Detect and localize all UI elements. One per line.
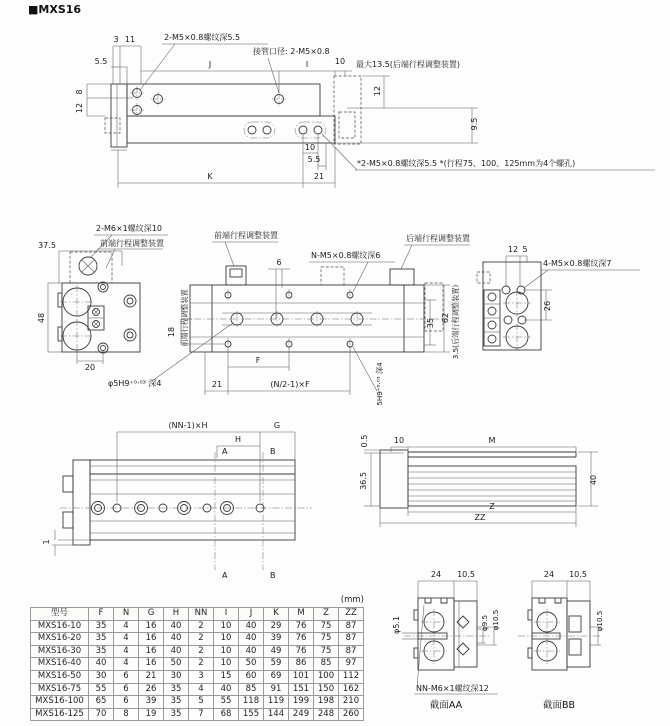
value-cell: 4 <box>114 633 139 646</box>
dim-5-5-bottom: 5.5 <box>307 155 321 164</box>
value-cell: 2 <box>189 620 214 633</box>
value-cell: 50 <box>164 658 189 671</box>
value-cell: 59 <box>264 658 289 671</box>
port-note: 接管口径: 2-M5×0.8 <box>253 47 330 56</box>
value-cell: 10 <box>214 645 239 658</box>
value-cell: 6 <box>114 683 139 696</box>
dim-9-5: 9.5 <box>470 117 479 131</box>
locating-hole-note-rotated: 5H9⁺⁰·⁰³ 深4 <box>375 362 384 406</box>
value-cell: 85 <box>239 683 264 696</box>
dim-36-5: 36.5 <box>359 472 368 490</box>
model-cell: MXS16-30 <box>31 645 89 658</box>
front-adjuster-rotated-label: 前端行程调整装置 <box>180 289 189 347</box>
pitch-formula-plan: (N/2-1)×F <box>270 380 310 389</box>
section-a-bottom: A <box>222 571 228 580</box>
value-cell: 260 <box>339 708 364 721</box>
dim-0-5: 0.5 <box>360 434 369 448</box>
value-cell: 8 <box>114 708 139 721</box>
front-adjuster-label-plan: 前端行程调整装置 <box>214 231 278 240</box>
value-cell: 87 <box>339 620 364 633</box>
dim-12-right: 12 <box>373 85 382 97</box>
dim-3: 3 <box>113 35 119 44</box>
dim-48: 48 <box>37 312 46 324</box>
value-cell: 2 <box>189 633 214 646</box>
dim-5-endview: 5 <box>522 245 528 254</box>
value-cell: 4 <box>114 645 139 658</box>
section-bb-caption: 截面BB <box>542 700 576 711</box>
side-view-drawing <box>42 421 312 580</box>
value-cell: 69 <box>264 670 289 683</box>
value-cell: 10 <box>214 620 239 633</box>
value-cell: 70 <box>89 708 114 721</box>
value-cell: 16 <box>139 620 164 633</box>
thread-note-m6: 2-M6×1螺纹深10 <box>96 224 162 233</box>
dim-5-5-top: 5.5 <box>94 57 108 66</box>
value-cell: 60 <box>239 670 264 683</box>
value-cell: 6 <box>114 670 139 683</box>
value-cell: 97 <box>339 658 364 671</box>
dim-J: J <box>208 60 212 69</box>
value-cell: 40 <box>239 620 264 633</box>
dim-8-left: 8 <box>75 89 84 95</box>
dia-10-5-bb: φ10.5 <box>595 610 604 632</box>
column-header: NN <box>189 608 214 621</box>
dim-Z: Z <box>489 502 495 511</box>
value-cell: 40 <box>164 620 189 633</box>
value-cell: 151 <box>289 683 314 696</box>
dimension-table <box>30 607 364 721</box>
value-cell: 55 <box>214 696 239 709</box>
value-cell: 65 <box>89 696 114 709</box>
dim-20: 20 <box>84 363 96 372</box>
section-b-top: B <box>270 447 276 456</box>
model-cell: MXS16-40 <box>31 658 89 671</box>
rear-adjuster-label: 后端行程调整装置 <box>406 234 470 243</box>
dim-M: M <box>488 436 496 445</box>
value-cell: 100 <box>314 670 339 683</box>
table-row <box>31 658 364 671</box>
dim-18: 18 <box>167 326 176 338</box>
dim-37-5: 37.5 <box>38 241 56 250</box>
model-cell: MXS16-100 <box>31 696 89 709</box>
section-bb-drawing <box>518 570 604 711</box>
dim-1: 1 <box>42 539 51 545</box>
value-cell: 76 <box>289 633 314 646</box>
value-cell: 198 <box>314 696 339 709</box>
value-cell: 248 <box>314 708 339 721</box>
table-row <box>31 696 364 709</box>
column-header: F <box>89 608 114 621</box>
value-cell: 112 <box>339 670 364 683</box>
dia-10-5-aa: φ10.5 <box>491 609 500 631</box>
value-cell: 26 <box>139 683 164 696</box>
value-cell: 30 <box>89 670 114 683</box>
value-cell: 6 <box>114 696 139 709</box>
dim-10-top: 10 <box>334 57 346 66</box>
table-row <box>31 633 364 646</box>
value-cell: 91 <box>264 683 289 696</box>
value-cell: 19 <box>139 708 164 721</box>
value-cell: 35 <box>89 633 114 646</box>
plan-view-drawing <box>37 223 640 406</box>
value-cell: 119 <box>264 696 289 709</box>
rear-adjuster-rotated-label: 3.5(后端行程调整装置) <box>451 284 460 360</box>
value-cell: 40 <box>164 633 189 646</box>
value-cell: 50 <box>239 658 264 671</box>
table-row <box>31 708 364 721</box>
dim-10-5-aa: 10.5 <box>457 570 475 579</box>
column-header: N <box>114 608 139 621</box>
value-cell: 210 <box>339 696 364 709</box>
value-cell: 40 <box>239 645 264 658</box>
model-cell: MXS16-20 <box>31 633 89 646</box>
value-cell: 155 <box>239 708 264 721</box>
dim-24-bb: 24 <box>543 570 555 579</box>
thread-note-top: 2-M5×0.8螺纹深5.5 <box>164 33 241 42</box>
value-cell: 162 <box>339 683 364 696</box>
value-cell: 150 <box>314 683 339 696</box>
profile-view-drawing <box>359 435 598 527</box>
value-cell: 249 <box>289 708 314 721</box>
value-cell: 16 <box>139 658 164 671</box>
value-cell: 118 <box>239 696 264 709</box>
value-cell: 35 <box>164 708 189 721</box>
value-cell: 101 <box>289 670 314 683</box>
dim-G: G <box>273 421 281 430</box>
column-header: G <box>139 608 164 621</box>
dim-35: 35 <box>426 317 435 329</box>
value-cell: 21 <box>139 670 164 683</box>
value-cell: 2 <box>189 658 214 671</box>
column-header: ZZ <box>339 608 364 621</box>
value-cell: 87 <box>339 633 364 646</box>
model-cell: MXS16-125 <box>31 708 89 721</box>
value-cell: 4 <box>114 620 139 633</box>
section-b-bottom: B <box>270 571 276 580</box>
value-cell: 2 <box>189 645 214 658</box>
value-cell: 76 <box>289 645 314 658</box>
max-stroke-note: 最大13.5(后端行程调整装置) <box>356 60 461 69</box>
table-row <box>31 683 364 696</box>
value-cell: 35 <box>89 645 114 658</box>
page-title: ■MXS16 <box>28 3 82 16</box>
value-cell: 75 <box>314 645 339 658</box>
nn-thread-note: NN-M6×1螺纹深12 <box>416 684 489 693</box>
top-view-drawing <box>75 32 655 188</box>
value-cell: 30 <box>164 670 189 683</box>
model-cell: MXS16-75 <box>31 683 89 696</box>
dim-21: 21 <box>313 172 325 181</box>
dim-10-profile: 10 <box>393 436 405 445</box>
dim-ZZ: ZZ <box>474 513 486 522</box>
value-cell: 68 <box>214 708 239 721</box>
section-a-top: A <box>222 447 228 456</box>
column-header: H <box>164 608 189 621</box>
dim-21-plan: 21 <box>211 380 223 389</box>
value-cell: 199 <box>289 696 314 709</box>
value-cell: 55 <box>89 683 114 696</box>
unit-label: (mm) <box>340 595 364 605</box>
dim-K: K <box>207 172 213 181</box>
section-aa-caption: 截面AA <box>429 700 463 711</box>
model-cell: MXS16-50 <box>31 670 89 683</box>
dim-24-aa: 24 <box>430 570 442 579</box>
dim-40: 40 <box>589 474 598 486</box>
dim-12-left: 12 <box>75 102 84 114</box>
nn-pitch-formula: (NN-1)×H <box>168 421 208 430</box>
column-header: M <box>289 608 314 621</box>
column-header: Z <box>314 608 339 621</box>
value-cell: 35 <box>89 620 114 633</box>
value-cell: 40 <box>239 633 264 646</box>
front-adjuster-label-endview: 前端行程调整装置 <box>100 239 164 248</box>
value-cell: 5 <box>189 696 214 709</box>
value-cell: 10 <box>214 658 239 671</box>
value-cell: 144 <box>264 708 289 721</box>
value-cell: 39 <box>264 633 289 646</box>
value-cell: 40 <box>164 645 189 658</box>
dim-62: 62 <box>441 312 450 324</box>
dim-F: F <box>255 356 261 365</box>
dim-10-bottom: 10 <box>304 143 316 152</box>
column-header: J <box>239 608 264 621</box>
dimension-table-body <box>31 620 364 721</box>
value-cell: 39 <box>139 696 164 709</box>
value-cell: 87 <box>339 645 364 658</box>
dim-10-5-bb: 10.5 <box>569 570 587 579</box>
value-cell: 16 <box>139 645 164 658</box>
value-cell: 86 <box>289 658 314 671</box>
value-cell: 40 <box>89 658 114 671</box>
value-cell: 49 <box>264 645 289 658</box>
dim-H: H <box>234 435 242 444</box>
value-cell: 35 <box>164 683 189 696</box>
thread-note-bottom: *2-M5×0.8螺纹深5.5 *(行程75、100、125mm为4个螺孔) <box>357 159 576 168</box>
value-cell: 4 <box>189 683 214 696</box>
n-thread-note: N-M5×0.8螺纹深6 <box>311 251 381 260</box>
value-cell: 76 <box>289 620 314 633</box>
dia-5-1: φ5.1 <box>392 616 401 634</box>
locating-hole-note: φ5H9⁺⁰·⁰³ 深4 <box>108 379 162 388</box>
dim-26: 26 <box>543 300 552 312</box>
value-cell: 16 <box>139 633 164 646</box>
value-cell: 3 <box>189 670 214 683</box>
dim-11: 11 <box>124 35 136 44</box>
value-cell: 10 <box>214 633 239 646</box>
value-cell: 35 <box>164 696 189 709</box>
dim-I: I <box>305 60 309 69</box>
table-row <box>31 670 364 683</box>
model-cell: MXS16-10 <box>31 620 89 633</box>
dim-6: 6 <box>276 258 282 267</box>
column-header: K <box>264 608 289 621</box>
value-cell: 4 <box>114 658 139 671</box>
value-cell: 15 <box>214 670 239 683</box>
dim-12-endview: 12 <box>507 245 519 254</box>
table-row <box>31 645 364 658</box>
section-aa-drawing <box>392 570 500 711</box>
table-row <box>31 620 364 633</box>
column-header: I <box>214 608 239 621</box>
value-cell: 85 <box>314 658 339 671</box>
value-cell: 29 <box>264 620 289 633</box>
dia-9-5: φ9.5 <box>480 614 489 632</box>
value-cell: 7 <box>189 708 214 721</box>
column-header: 型号 <box>31 608 89 621</box>
value-cell: 75 <box>314 633 339 646</box>
value-cell: 40 <box>214 683 239 696</box>
corner-thread-note: 4-M5×0.8螺纹深7 <box>543 259 612 268</box>
table-header-row <box>31 608 364 621</box>
value-cell: 75 <box>314 620 339 633</box>
